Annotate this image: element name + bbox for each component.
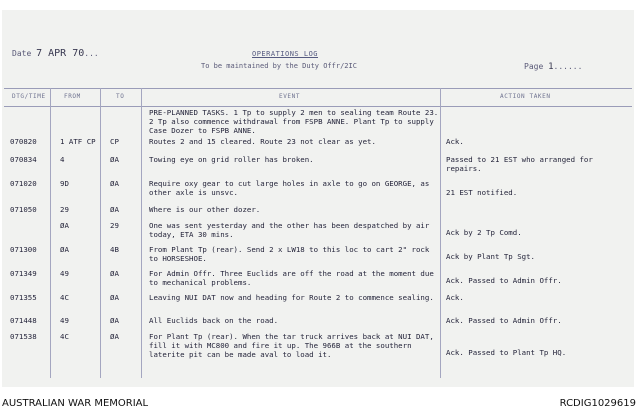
column-divider <box>440 88 441 378</box>
column-divider <box>50 88 51 378</box>
date-trail: ... <box>84 49 99 58</box>
archive-reference: RCDIG1029619 <box>559 398 636 409</box>
column-header-event: EVENT <box>279 93 301 100</box>
row-event: Towing eye on grid roller has broken. <box>149 155 314 164</box>
row-action: Ack. <box>446 293 464 302</box>
row-to: ØA <box>110 332 119 341</box>
page-label: Page <box>524 62 544 71</box>
row-action: Ack. Passed to Plant Tp HQ. <box>446 348 567 357</box>
row-to: 29 <box>110 221 119 230</box>
date-label: Date <box>12 49 32 58</box>
column-header-from: FROM <box>64 93 81 100</box>
row-action: 21 EST notified. <box>446 188 518 197</box>
row-time: 071448 <box>10 316 37 325</box>
row-event: From Plant Tp (rear). Send 2 x LW18 to this loc to cart 2" rock to HORSESHOE. <box>149 245 430 263</box>
row-action: Ack. Passed to Admin Offr. <box>446 276 562 285</box>
row-event: Routes 2 and 15 cleared. Route 23 not clear as yet. <box>149 137 376 146</box>
row-time: 071538 <box>10 332 37 341</box>
row-action: Passed to 21 EST who arranged for repairs. <box>446 155 593 173</box>
page-subtitle: To be maintained by the Duty Offr/2IC <box>201 62 357 70</box>
log-sheet <box>2 10 634 387</box>
row-time: 070834 <box>10 155 37 164</box>
row-from: 4C <box>60 332 69 341</box>
table-header-rule <box>4 106 632 107</box>
row-to: ØA <box>110 293 119 302</box>
page-value: 1 <box>548 62 554 72</box>
row-from: ØA <box>60 221 69 230</box>
row-to: ØA <box>110 155 119 164</box>
page-title: OPERATIONS LOG <box>252 50 319 58</box>
row-to: ØA <box>110 316 119 325</box>
column-header-to: TO <box>116 93 125 100</box>
column-divider <box>141 88 142 378</box>
row-from: 1 ATF CP <box>60 137 96 146</box>
row-time: 070820 <box>10 137 37 146</box>
date-field <box>12 48 99 59</box>
row-from: 49 <box>60 316 69 325</box>
row-action: Ack. Passed to Admin Offr. <box>446 316 562 325</box>
row-action: Ack by Plant Tp Sgt. <box>446 252 535 261</box>
row-action: Ack. <box>446 137 464 146</box>
column-header-time: DTG/TIME <box>12 93 46 100</box>
row-time: 071020 <box>10 179 37 188</box>
row-action: Ack by 2 Tp Comd. <box>446 228 522 237</box>
row-event: PRE-PLANNED TASKS. 1 Tp to supply 2 men to sealing team Route 23. 2 Tp also commence withdrawal from FSPB ANNE. Plant Tp to supply Case Dozer to FSPB ANNE. <box>149 108 439 135</box>
row-to: CP <box>110 137 119 146</box>
page-trail: ...... <box>553 62 583 71</box>
row-from: 29 <box>60 205 69 214</box>
row-event: One was sent yesterday and the other has been despatched by air today, ETA 30 mins. <box>149 221 430 239</box>
row-event: For Plant Tp (rear). When the tar truck arrives back at NUI DAT, fill it with MC800 and fire it up. The 966B at the southern laterite pit can be made aval to load it. <box>149 332 434 359</box>
table-top-rule <box>4 88 632 89</box>
row-time: 071050 <box>10 205 37 214</box>
row-to: ØA <box>110 269 119 278</box>
row-from: 49 <box>60 269 69 278</box>
row-event: All Euclids back on the road. <box>149 316 279 325</box>
row-event: Require oxy gear to cut large holes in axle to go on GEORGE, as other axle is unsvc. <box>149 179 430 197</box>
row-time: 071300 <box>10 245 37 254</box>
log-table <box>4 88 632 378</box>
row-from: 4 <box>60 155 65 164</box>
archive-credit: AUSTRALIAN WAR MEMORIAL <box>2 398 149 409</box>
row-to: 4B <box>110 245 119 254</box>
row-to: ØA <box>110 179 119 188</box>
row-time: 071355 <box>10 293 37 302</box>
column-divider <box>100 88 101 378</box>
row-time: 071349 <box>10 269 37 278</box>
row-event: Where is our other dozer. <box>149 205 261 214</box>
column-header-action: ACTION TAKEN <box>500 93 551 100</box>
row-from: ØA <box>60 245 69 254</box>
row-event: Leaving NUI DAT now and heading for Route 2 to commence sealing. <box>149 293 434 302</box>
row-event: For Admin Offr. Three Euclids are off the road at the moment due to mechanical problems. <box>149 269 434 287</box>
page-number-field <box>524 62 582 72</box>
row-from: 4C <box>60 293 69 302</box>
row-from: 9D <box>60 179 69 188</box>
row-to: ØA <box>110 205 119 214</box>
date-value: 7 APR 70 <box>36 48 85 59</box>
